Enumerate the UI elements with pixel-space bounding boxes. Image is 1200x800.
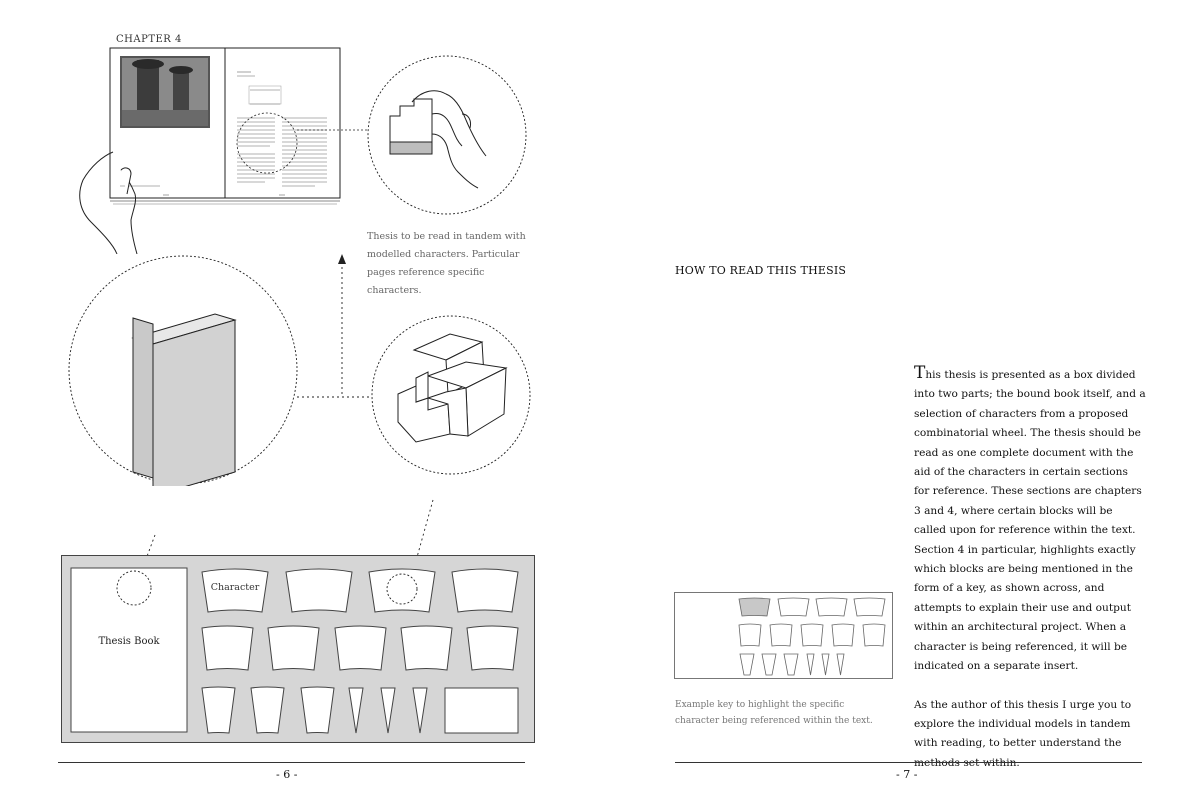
key-caption: Example key to highlight the specific character being referenced within the text. xyxy=(675,700,873,726)
body-text xyxy=(914,364,1146,792)
right-footer-rule xyxy=(675,762,1142,763)
right-page-number: - 7 - xyxy=(896,768,918,781)
example-key-diagram xyxy=(674,592,893,679)
left-caption: Thesis to be read in tandem with modelled characters. Particular pages reference specific characters. xyxy=(367,231,526,296)
character-block-illustration xyxy=(370,314,532,476)
thesis-box-tray xyxy=(61,555,535,743)
tray-character-label: Character xyxy=(210,582,260,593)
page-heading: HOW TO READ THIS THESIS xyxy=(675,264,847,277)
key-highlighted-character xyxy=(739,598,770,616)
body-paragraph-2: As the author of this thesis I urge you to explore the individual models in tandem with reading, to better understand the xyxy=(914,698,1132,750)
thesis-book-illustration xyxy=(67,254,299,486)
left-footer-rule xyxy=(58,762,525,763)
body-paragraph-1: his thesis is presented as a box divided into two parts; the bound book itself, and a selection of characters from a proposed combinatorial wheel. The thesis should be read as one complete document with the aid of the characters in certain sections for reference. These sections are chapters 3 and 4, where certain blocks will be called upon for reference within the text. Section 4 in particular, highlights exactly which blocks are being mentioned in the form of a key, as shown across, and attempts to explain their use and output within an architectural project. When a character is being referenced, it will be indicated on a separate insert. xyxy=(914,369,1146,673)
left-page-number: - 6 - xyxy=(276,768,298,781)
tray-book-label: Thesis Book xyxy=(98,636,160,647)
drop-cap: T xyxy=(914,363,926,383)
chapter-label: CHAPTER 4 xyxy=(116,34,182,45)
tray-book-slot xyxy=(71,568,187,732)
